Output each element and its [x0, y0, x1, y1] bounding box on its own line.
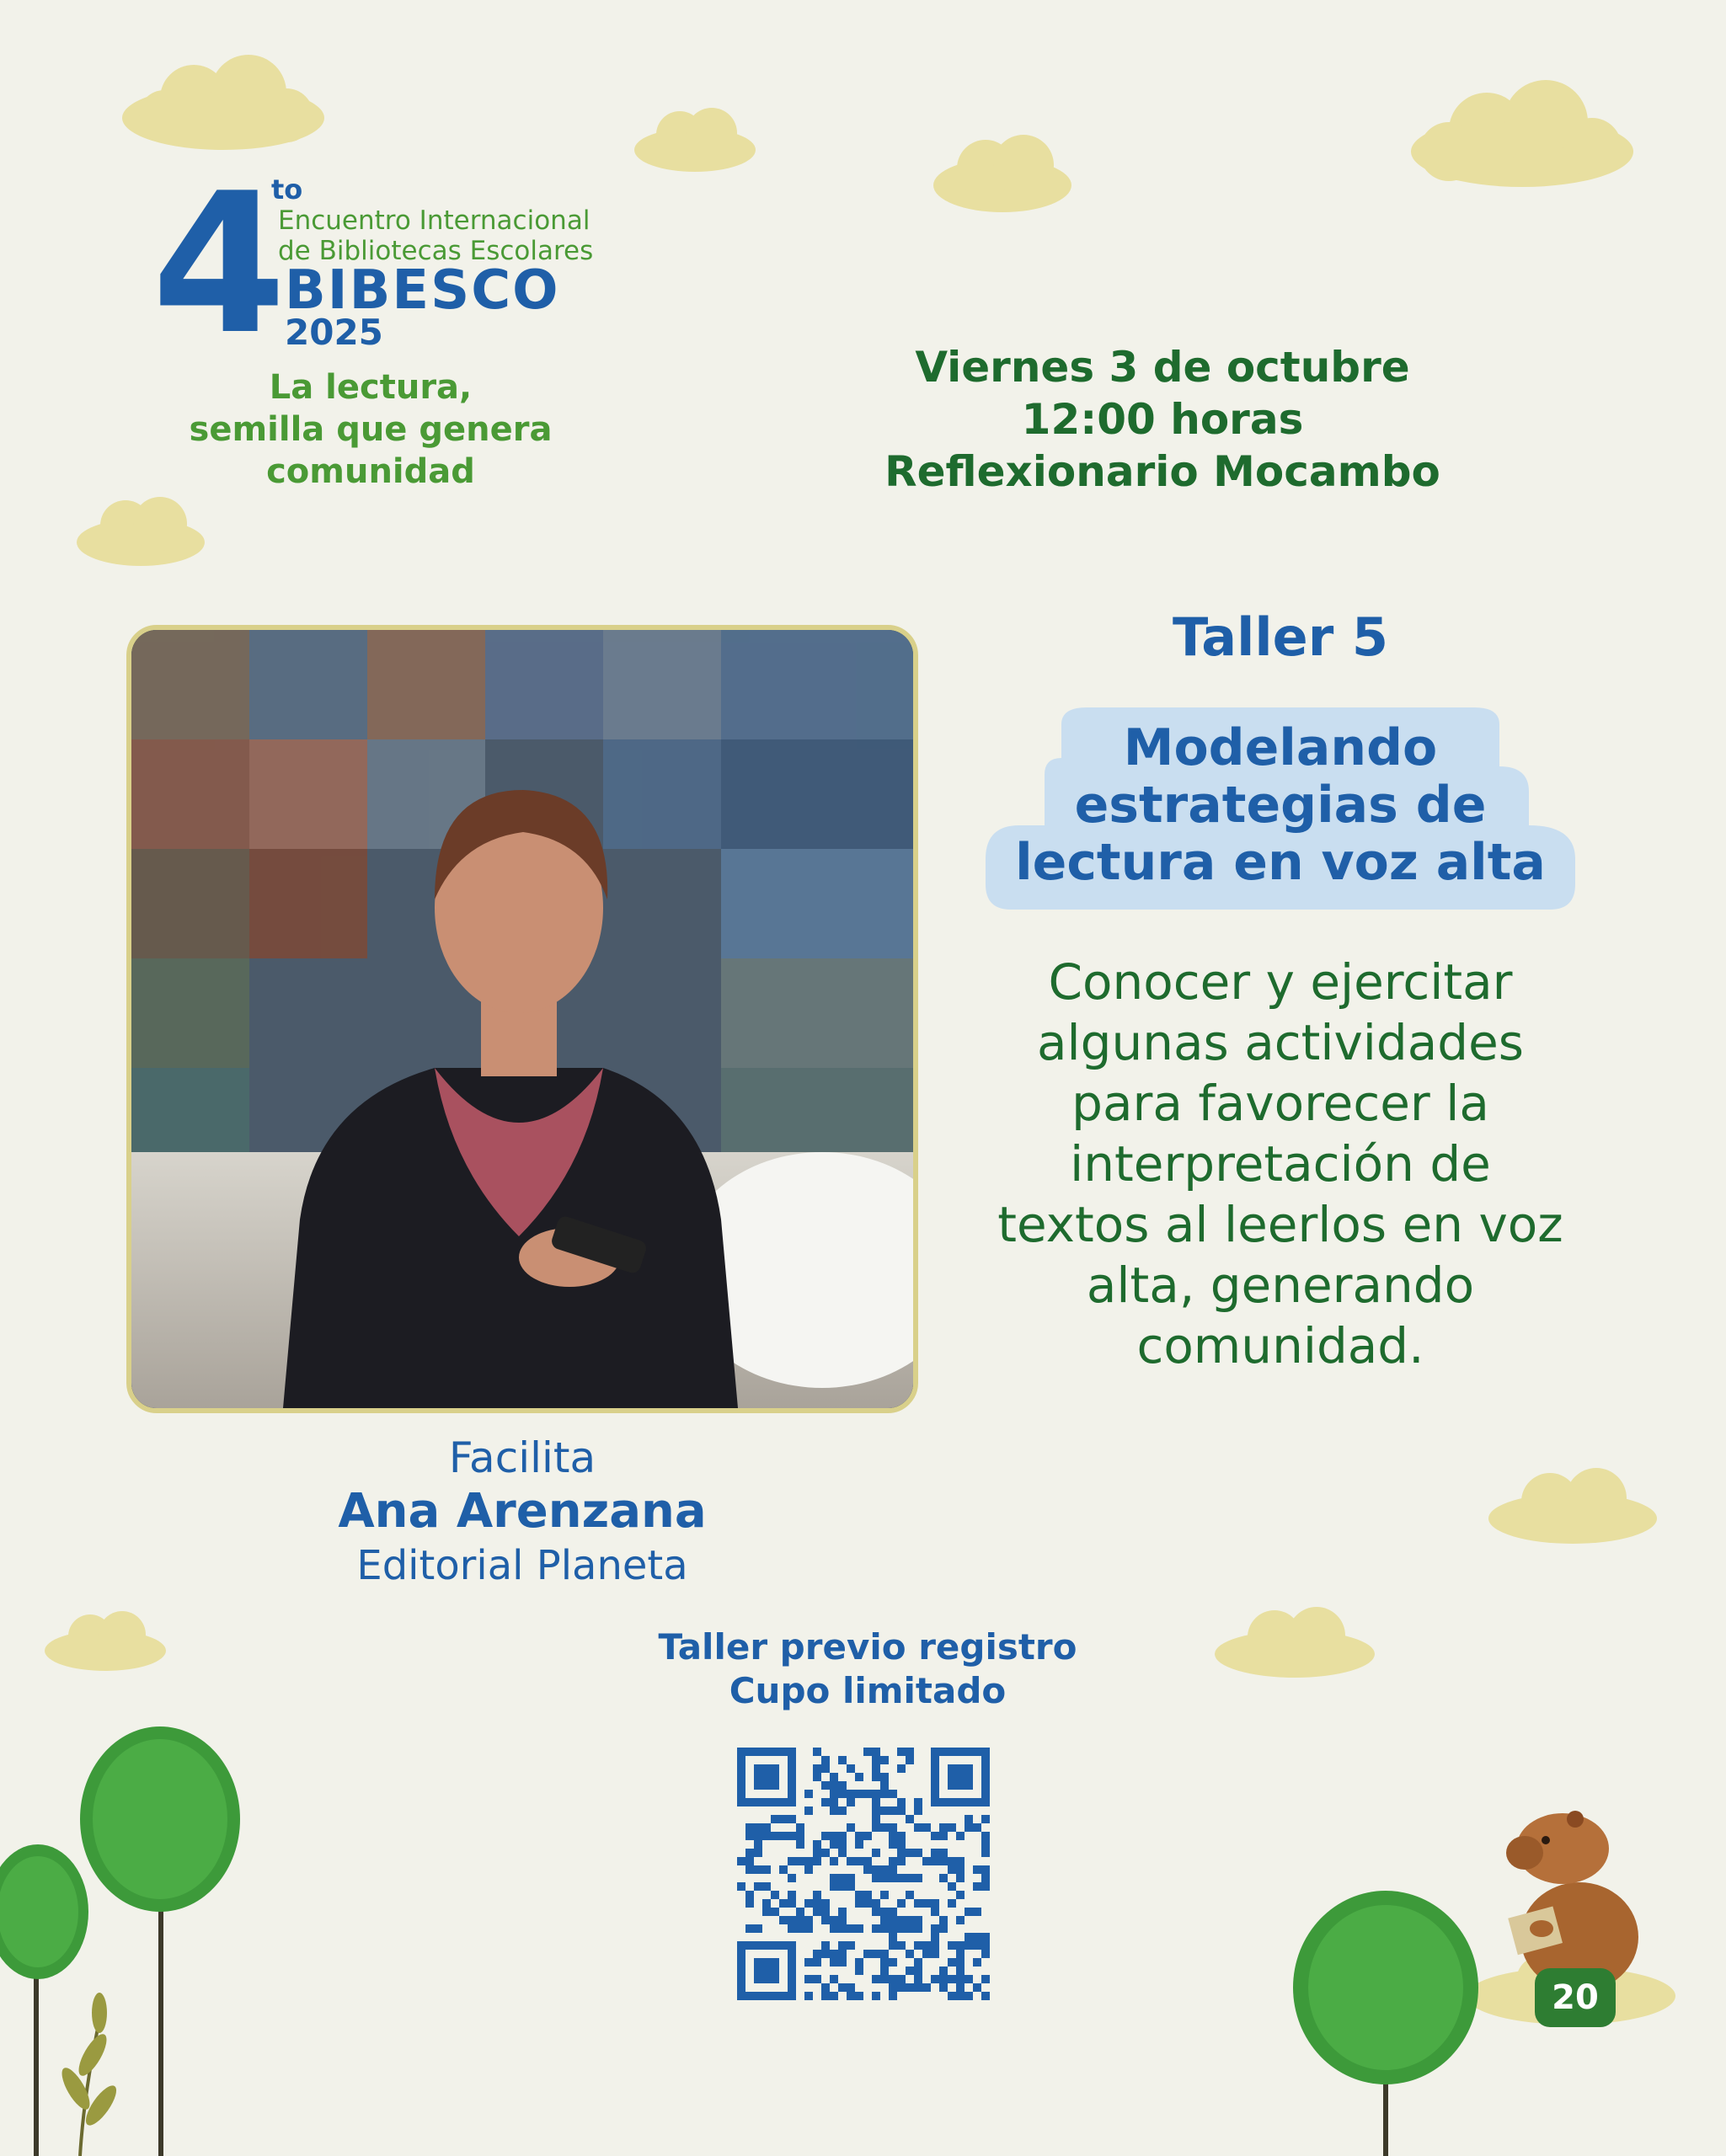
facilitator-info	[253, 1432, 792, 1592]
logo-year: 2025	[285, 312, 383, 353]
logo-line2: de Bibliotecas Escolares	[278, 236, 594, 266]
cloud-icon	[927, 126, 1078, 219]
logo-number: 4	[152, 152, 279, 377]
tagline-line3: comunidad	[266, 452, 475, 491]
registration-note	[581, 1625, 1154, 1713]
workshop-number: Taller 5	[1173, 606, 1388, 668]
logo-ordinal: to	[271, 173, 303, 205]
qr-code-icon[interactable]	[737, 1748, 990, 2000]
page-number-badge: 20	[1535, 1968, 1616, 2027]
description-line: textos al leerlos en voz	[997, 1196, 1563, 1253]
cloud-icon	[1483, 1461, 1664, 1550]
tagline	[135, 366, 607, 493]
leaf-sprig-icon	[56, 1993, 121, 2156]
cloud-icon	[628, 101, 762, 177]
tagline-line1: La lectura,	[269, 368, 473, 407]
tree-icon	[0, 1718, 270, 2156]
event-venue: Reflexionario Mocambo	[884, 447, 1440, 496]
workshop-title-bubble	[969, 707, 1592, 914]
cloud-icon	[1403, 80, 1643, 194]
registration-line1: Taller previo registro	[658, 1626, 1077, 1668]
tree-icon	[1285, 1886, 1487, 2156]
tagline-line2: semilla que genera	[189, 410, 553, 449]
logo-name: BIBESCO	[285, 259, 560, 322]
capybara-reading-icon	[1495, 1802, 1647, 1996]
workshop-description	[969, 952, 1592, 1376]
event-time: 12:00 horas	[1021, 395, 1304, 444]
description-line: algunas actividades	[1037, 1014, 1524, 1071]
facilitator-name: Ana Arenzana	[338, 1484, 707, 1539]
description-line: comunidad.	[1136, 1317, 1424, 1374]
description-line: para favorecer la	[1071, 1075, 1489, 1132]
workshop-title-line3: lectura en voz alta	[1015, 833, 1546, 892]
workshop-title	[969, 719, 1592, 891]
cloud-icon	[1209, 1600, 1381, 1684]
event-date: Viernes 3 de octubre	[915, 343, 1410, 392]
event-info	[826, 341, 1499, 498]
facilitator-photo	[126, 625, 918, 1413]
registration-line2: Cupo limitado	[729, 1670, 1007, 1711]
bibesco-logo	[143, 152, 594, 377]
description-line: alta, generando	[1086, 1257, 1475, 1314]
cloud-icon	[114, 55, 333, 156]
facilitator-photo-illustration	[131, 630, 913, 1408]
cloud-icon	[38, 1604, 173, 1676]
facilitator-organization: Editorial Planeta	[356, 1542, 688, 1589]
logo-line1: Encuentro Internacional	[278, 205, 590, 236]
facilitator-label: Facilita	[448, 1433, 596, 1482]
cloud-icon	[72, 488, 211, 573]
description-line: Conocer y ejercitar	[1048, 953, 1513, 1011]
description-line: interpretación de	[1070, 1135, 1491, 1193]
workshop-title-line2: estrategias de	[1074, 776, 1487, 835]
workshop-title-line1: Modelando	[1123, 718, 1438, 777]
